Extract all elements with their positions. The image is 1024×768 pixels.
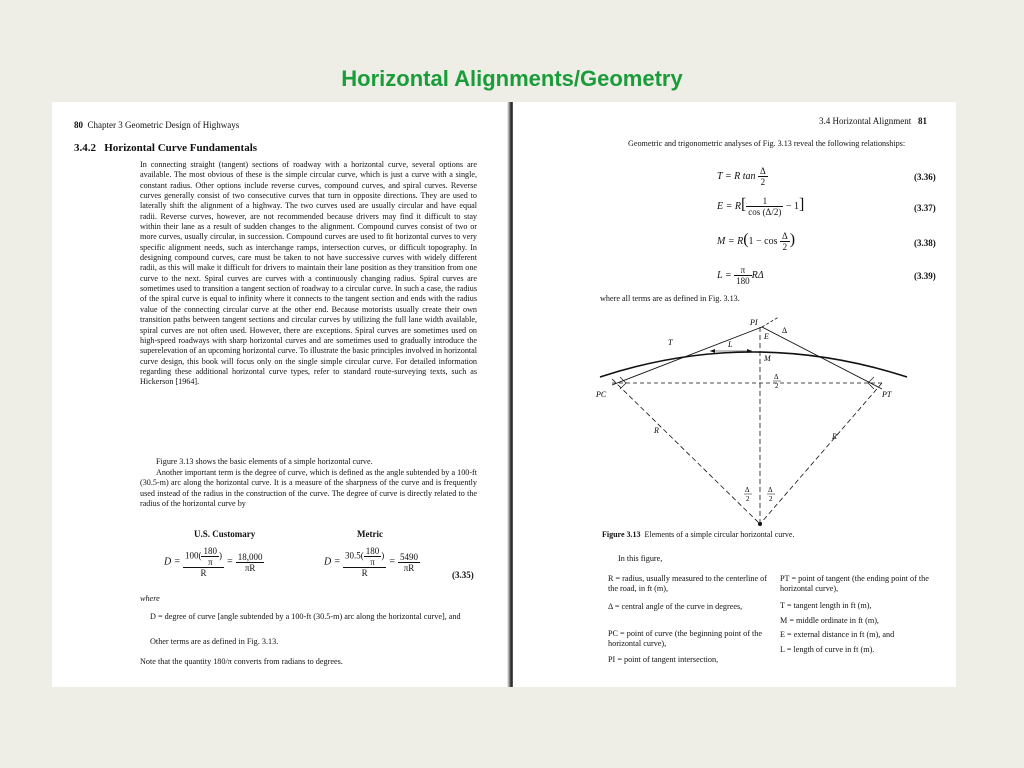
term-pt: PT = point of tangent (the ending point of the horizontal curve), <box>780 574 929 594</box>
label-tangent: T <box>668 338 673 347</box>
equation-3-37: E = R[ $\frac{1}{\cos (\Delta/2)}$ − 1] <box>717 196 805 218</box>
left-page <box>52 102 507 687</box>
paragraph-3: Another important term is the degree of curve, which is defined as the angle subtended by a 100-ft (30.5-m) arc along the horizontal curve. It is a measure of the sharpness of the curve and is frequently used instead of the radius in the construction of the curve. The degree of curve is directly related to the radius of the horizontal curve by <box>140 468 477 509</box>
label-two-left: 2 <box>746 495 750 503</box>
label-pi: PI <box>750 318 758 327</box>
figure-caption-label: Figure 3.13 <box>602 530 641 539</box>
right-running-head <box>819 116 927 126</box>
radius-right-line <box>760 383 882 524</box>
label-half-delta-left: Δ <box>745 486 750 494</box>
right-chapter-title: 3.4 Horizontal Alignment <box>819 116 912 126</box>
term-pi: PI = point of tangent intersection, <box>608 655 719 664</box>
label-external: E <box>764 332 769 341</box>
eq-metric-main-fraction: 30.5( $\frac{180}{\pi}$ ) R <box>344 546 385 578</box>
label-radius-right: R <box>832 432 837 441</box>
term-pc: PC = point of curve (the beginning point of the horizontal curve), <box>608 629 763 649</box>
metric-heading: Metric <box>357 529 383 539</box>
label-delta: Δ <box>782 326 788 335</box>
right-page <box>512 102 956 687</box>
label-arc-length: L <box>728 340 733 349</box>
term-curve-length: L = length of curve in ft (m). <box>780 645 875 654</box>
radians-note: Note that the quantity 180/π converts from radians to degrees. <box>140 657 343 666</box>
us-customary-heading: U.S. Customary <box>194 529 256 539</box>
curve-arc <box>600 352 907 377</box>
label-middle-ordinate: M <box>764 354 771 363</box>
curve-center-point <box>758 522 762 526</box>
paragraph-2: Figure 3.13 shows the basic elements of a simple horizontal curve. <box>156 457 373 466</box>
term-middle-ordinate: M = middle ordinate in ft (m), <box>780 616 879 625</box>
eq-us-main-fraction: 100( $\frac{180}{\pi}$ ) R <box>184 546 222 578</box>
figure-caption-text: Elements of a simple circular horizontal curve. <box>644 530 795 539</box>
definition-d: D = degree of curve [angle subtended by a 100-ft (30.5-m) arc along the horizontal curve], and <box>150 612 461 621</box>
left-running-head <box>74 120 239 130</box>
equation-3-36: T = R tan $\frac{\Delta}{2}$ <box>717 166 766 187</box>
paragraph-1: In connecting straight (tangent) sections of roadway with a horizontal curve, several options are available. The most obvious of these is the simple circular curve, which is just a curve with a single, constant radius. Other options include reverse curves, compound curves, and spiral curves. Reverse curves generally consist of two consecutive curves that turn in opposite directions. They are used to laterally shift the alignment of a highway. The two curves used are usually circular and have equal radii. Reverse curves, however, are not recommended because drivers may find it difficult to stay within their lane as a result of sudden changes to the alignment. Compound curves consist of two or more curves, usually circular, in succession. Compound curves are used to fit horizontal curves to very specific alignment needs, such as interchange ramps, intersection curves, or difficult topography. In designing compound curves, care must be taken to not have successive curves with widely different radii, as this will make it difficult for drivers to maintain their lane position as they transition from one curve to the next. Spiral curves are curves with a continuously changing radius. Spiral curves are sometimes used to transition a tangent section of roadway to a circular curve. In such a case, the radius of the spiral curve is equal to infinity where it connects to the tangent section and ends with the radius value of the connecting circular curve at the other end. Because motorists usually create their own transition paths between tangent sections and circular curves by utilizing the full lane width available, spiral curves are not often used. However, there are exceptions. Spiral curves are sometimes used on high-speed roadways with sharp horizontal curves and are sometimes used to gradually introduce the superelevation of an upcoming horizontal curve. To illustrate the basic principles involved in horizontal curve design, this book will focus only on the single simple circular curve. For detailed information regarding these additional horizontal curve types, refer to standard route-surveying texts, such as Hickerson [1964]. <box>140 160 477 387</box>
term-external-distance: E = external distance in ft (m), and <box>780 630 895 639</box>
term-tangent-length: T = tangent length in ft (m), <box>780 601 872 610</box>
equation-3-39: L = $\frac{\pi}{180}$ RΔ <box>717 265 764 286</box>
equation-number-3-39: (3.39) <box>914 271 936 281</box>
equation-3-35-us: D = 100( $\frac{180}{\pi}$ ) R = $\frac{18,000}{\pi R}$ <box>164 546 263 578</box>
left-chapter-title: Chapter 3 Geometric Design of Highways <box>87 120 240 130</box>
label-two-top: 2 <box>775 382 779 390</box>
equation-number-3-36: (3.36) <box>914 172 936 182</box>
radius-left-line <box>612 379 760 524</box>
forward-tangent-line <box>762 327 882 389</box>
arrowhead-left <box>710 349 715 353</box>
slide-title: Horizontal Alignments/Geometry <box>341 66 683 91</box>
label-half-delta-top: Δ <box>774 373 779 381</box>
label-two-right: 2 <box>769 495 773 503</box>
other-terms-note: Other terms are as defined in Fig. 3.13. <box>150 637 279 646</box>
term-delta: Δ = central angle of the curve in degrees, <box>608 602 743 611</box>
where-all-terms: where all terms are as defined in Fig. 3.13. <box>600 294 740 303</box>
section-title: Horizontal Curve Fundamentals <box>104 142 258 154</box>
equation-3-38: M = R(1 − cos $\frac{\Delta}{2}$ ) <box>717 231 796 253</box>
label-half-delta-right: Δ <box>768 486 773 494</box>
eq-us-result: $\frac{18,000}{\pi R}$ <box>237 551 263 573</box>
section-number: 3.4.2 <box>74 142 96 154</box>
where-label: where <box>140 594 160 603</box>
in-this-figure: In this figure, <box>618 554 663 563</box>
label-pt: PT <box>882 390 892 399</box>
equation-number-3-35: (3.35) <box>452 570 474 580</box>
left-page-number: 80 <box>74 120 83 130</box>
eq-metric-result: $\frac{5490}{\pi R}$ <box>399 551 418 573</box>
equation-3-35-metric: D = 30.5( $\frac{180}{\pi}$ ) R = $\frac{5490}{\pi R}$ <box>324 546 418 578</box>
term-radius: R = radius, usually measured to the centerline of the road, in ft (m), <box>608 574 767 594</box>
section-heading <box>74 142 257 154</box>
right-page-number: 81 <box>918 116 927 126</box>
eq-lhs-d: D <box>164 556 172 568</box>
relationships-intro: Geometric and trigonometric analyses of Fig. 3.13 reveal the following relationships: <box>628 139 906 148</box>
equation-number-3-37: (3.37) <box>914 203 936 213</box>
label-pc: PC <box>596 390 607 399</box>
equation-number-3-38: (3.38) <box>914 238 936 248</box>
label-radius-left: R <box>654 426 659 435</box>
figure-3-13-diagram <box>592 317 912 532</box>
back-tangent-line <box>612 327 762 385</box>
textbook-scan <box>52 102 956 687</box>
figure-caption <box>602 530 794 539</box>
